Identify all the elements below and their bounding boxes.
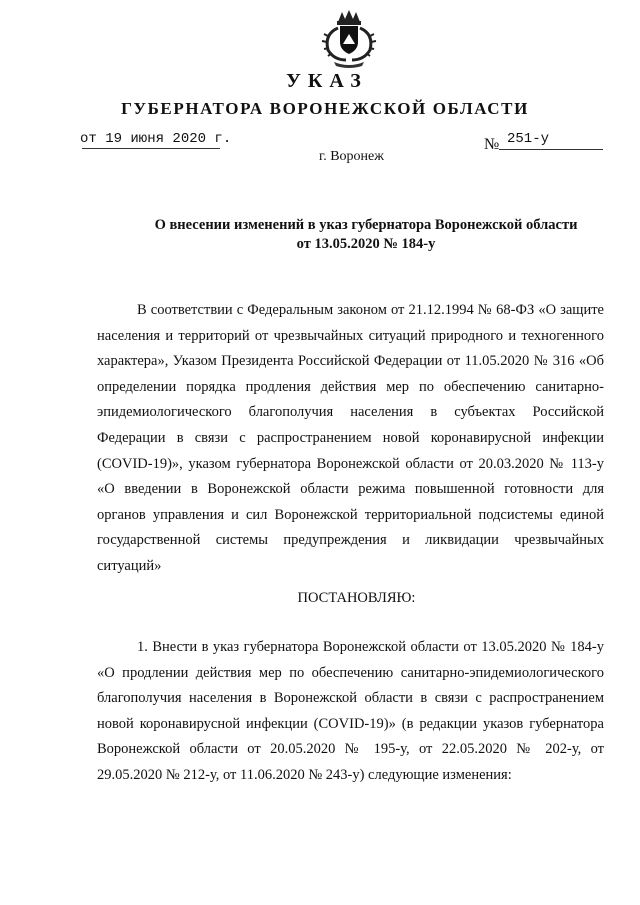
document-number: 251-у <box>507 131 550 147</box>
issuer-title: ГУБЕРНАТОРА ВОРОНЕЖСКОЙ ОБЛАСТИ <box>121 99 529 118</box>
subject-line-2: от 13.05.2020 № 184-у <box>296 236 436 252</box>
decree-heading: ПОСТАНОВЛЯЮ: <box>297 590 416 606</box>
item-1-paragraph: 1. Внести в указ губернатора Воронежской области от 13.05.2020 № 184-у «О продлении действия мер по обеспечению санитарно-эпидемиологического благополучия населения в Воронежской области в связи с распространением новой коронавирусной инфекции (COVID-19)» (в редакции указов губернатора Воронежской области от 20.05.2020 № 195-у, от 22.05.2020 № 202-у, от 29.05.2020 № 212-у, от 11.06.2020 № 243-у) следующие изменения: <box>97 639 604 783</box>
voronezh-coat-of-arms-emblem <box>316 8 382 70</box>
city-label: г. Воронеж <box>319 149 384 164</box>
document-subject <box>130 216 602 254</box>
preamble-paragraph: В соответствии с Федеральным законом от 21.12.1994 № 68-ФЗ «О защите населения и территорий от чрезвычайных ситуаций природного и техногенного характера», Указом Президента Российской Федерации от 11.05.2020 № 316 «Об определении порядка продления действия мер по обеспечению санитарно-эпидемиологического благополучия населения в субъектах Российской Федерации в связи с распространением новой коронавирусной инфекции (COVID-19)», указом губернатора Воронежской области от 20.03.2020 № 113-у «О введении в Воронежской области режима повышенной готовности для органов управления и сил Воронежской территориальной подсистемы единой государственной системы предупреждения и ликвидации чрезвычайных ситуаций» <box>97 302 604 574</box>
number-sign: № <box>484 136 500 153</box>
document-type-title: УКАЗ <box>286 70 368 92</box>
document-date: от 19 июня 2020 г. <box>80 131 232 147</box>
subject-line-1: О внесении изменений в указ губернатора Воронежской области <box>154 217 578 233</box>
